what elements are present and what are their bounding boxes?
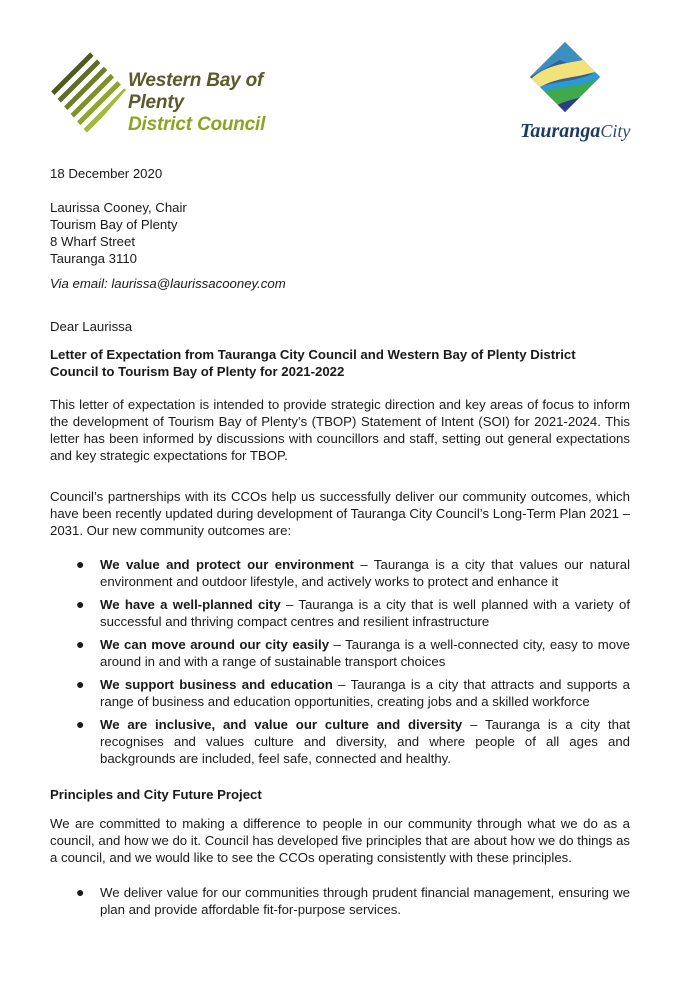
address-block <box>50 199 630 267</box>
list-item <box>50 596 630 630</box>
address-line: Tauranga 3110 <box>50 251 138 266</box>
via-email: Via email: laurissa@laurissacooney.com <box>50 276 286 291</box>
tauranga-name: Tauranga <box>520 120 601 142</box>
outcome-text: – Tauranga is a city that values our natural environment and outdoor lifestyle, and actively works to protect and enhance it <box>100 557 631 589</box>
paragraph-intro: This letter of expectation is intended to provide strategic direction and key areas of focus to inform the development of Tourism Bay of Plenty’s (TBOP) Statement of Intent (SOI) for 2021-2024. This letter has been informed by discussions with councillors and staff, setting out general expectations and key strategic expectations for TBOP. <box>50 397 630 463</box>
wbop-line2: District Council <box>128 114 266 135</box>
outcome-text: – Tauranga is a city that recognises and values culture and diversity, and where people of all ages and backgrounds are included, feel safe, connected and healthy. <box>100 717 630 766</box>
list-item <box>50 636 630 670</box>
bullet-icon: ● <box>76 716 85 732</box>
paragraph-principles: We are committed to making a difference to people in our community through what we do as a council, and how we do it. Council has developed five principles that are about how we do things as a council, and we would like to see the CCOs operating consistently with these principles. <box>50 816 630 865</box>
address-line: Tourism Bay of Plenty <box>50 217 178 232</box>
wbop-logo <box>48 48 308 138</box>
salutation: Dear Laurissa <box>50 319 133 334</box>
tauranga-diamond-logo-icon <box>520 40 640 120</box>
bullet-icon: ● <box>76 556 85 572</box>
letter-date: 18 December 2020 <box>50 166 163 181</box>
section-heading: Principles and City Future Project <box>50 787 262 802</box>
list-item <box>50 716 630 767</box>
outcome-text: – Tauranga is a well-connected city, easy to move around in and with a range of sustainable transport choices <box>100 637 630 669</box>
wbop-diamond-logo-icon <box>48 48 128 138</box>
outcome-text: – Tauranga is a city that attracts and supports a range of business and education opportunities, creating jobs and a skilled workforce <box>100 677 630 709</box>
tauranga-city: City <box>600 121 631 141</box>
outcome-title: We have a well-planned city <box>100 597 281 612</box>
outcome-title: We support business and education <box>100 677 333 692</box>
outcome-title: We can move around our city easily <box>100 637 330 652</box>
outcome-title: We are inclusive, and value our culture and diversity <box>100 717 463 732</box>
paragraph-outcomes-intro: Council’s partnerships with its CCOs help us successfully deliver our community outcomes, which have been recently updated during development of Tauranga City Council’s Long-Term Plan 2021 – 2031. Our new community outcomes are: <box>50 489 630 538</box>
wbop-line1: Western Bay of Plenty <box>128 70 264 113</box>
bullet-icon: ● <box>76 636 85 652</box>
wbop-wordmark <box>128 70 308 136</box>
list-item <box>50 884 630 918</box>
address-line: 8 Wharf Street <box>50 234 136 249</box>
tauranga-logo <box>520 40 640 150</box>
tauranga-wordmark <box>520 120 630 143</box>
bullet-icon: ● <box>76 596 85 612</box>
address-line: Laurissa Cooney, Chair <box>50 200 187 215</box>
outcome-title: We value and protect our environment <box>100 557 354 572</box>
outcome-text: – Tauranga is a city that is well planned with a variety of successful and thriving compact centres and resilient infrastructure <box>100 597 631 629</box>
letter-subject: Letter of Expectation from Tauranga City Council and Western Bay of Plenty District Council to Tourism Bay of Plenty for 2021-2022 <box>50 347 576 379</box>
bullet-icon: ● <box>76 884 85 900</box>
list-item <box>50 676 630 710</box>
community-outcomes-list <box>50 556 630 773</box>
list-item <box>50 556 630 590</box>
bullet-icon: ● <box>76 676 85 692</box>
principle-text: We deliver value for our communities through prudent financial management, ensuring we plan and provide affordable fit-for-purpose services. <box>100 885 630 917</box>
principles-list <box>50 884 630 924</box>
